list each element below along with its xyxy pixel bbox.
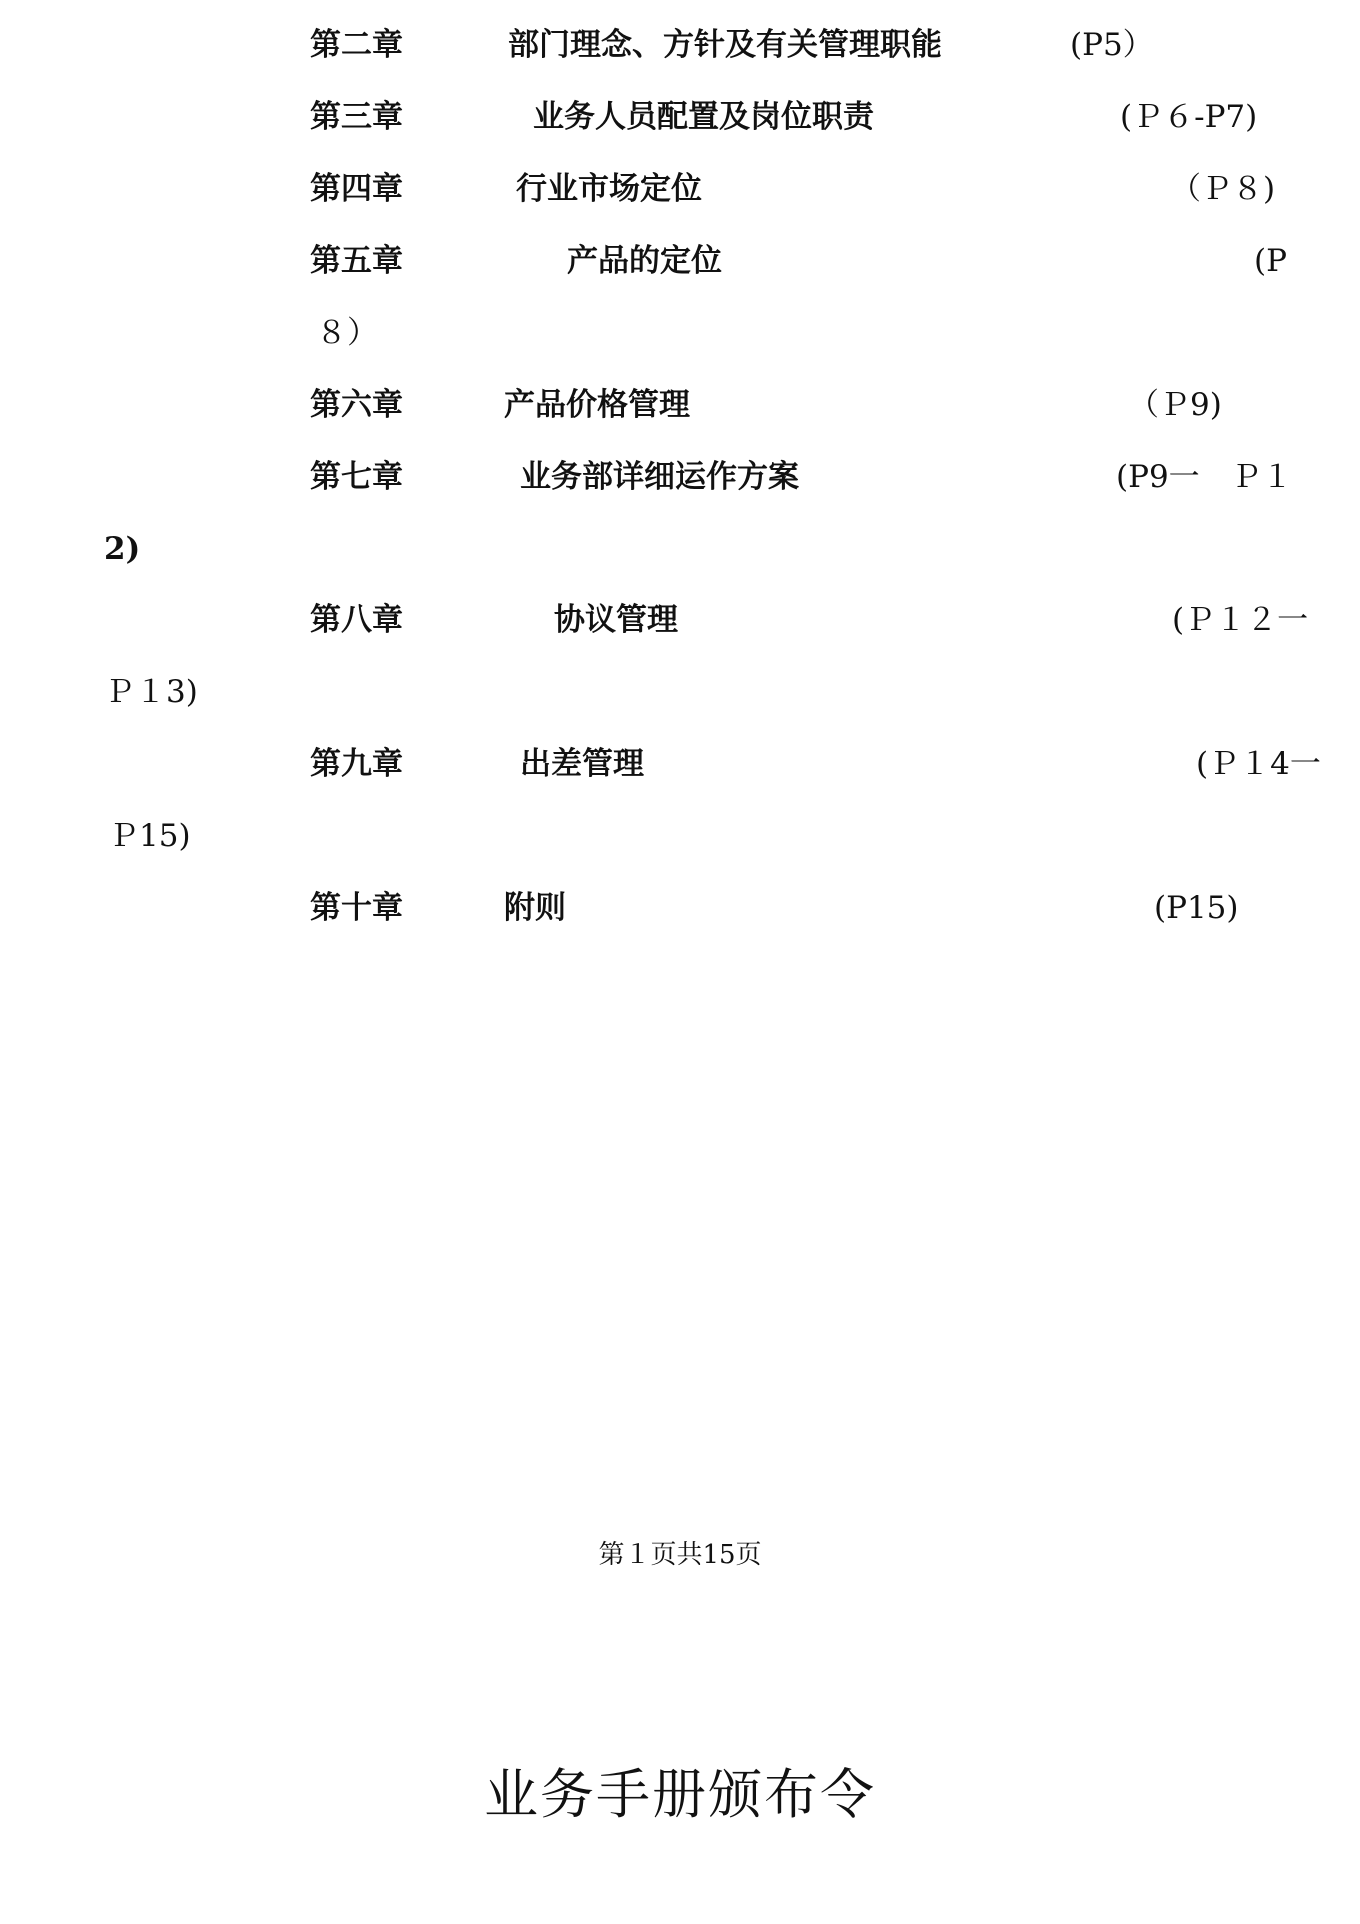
toc-page-9-continued: Ｐ15) xyxy=(108,818,191,854)
toc-chapter-7: 第七章 xyxy=(310,459,403,495)
toc-chapter-5: 第五章 xyxy=(310,243,403,279)
toc-chapter-9: 第九章 xyxy=(310,746,403,782)
toc-page-6: （Ｐ9) xyxy=(1128,387,1222,423)
toc-page-9: (Ｐ１4一 xyxy=(1196,746,1321,782)
toc-title-4: 行业市场定位 xyxy=(516,171,702,207)
toc-chapter-10: 第十章 xyxy=(310,890,403,926)
toc-page-5-continued: ８） xyxy=(316,315,378,351)
toc-page-5: (P xyxy=(1254,243,1287,279)
section-title: 业务手册颁布令 xyxy=(484,1763,876,1826)
toc-title-5: 产品的定位 xyxy=(567,243,722,279)
toc-title-10: 附则 xyxy=(504,890,566,926)
toc-page-10: (P15) xyxy=(1154,890,1239,926)
toc-page-4: （Ｐ８) xyxy=(1170,171,1276,207)
toc-title-6: 产品价格管理 xyxy=(504,387,690,423)
toc-chapter-6: 第六章 xyxy=(310,387,403,423)
toc-title-2: 部门理念、方针及有关管理职能 xyxy=(508,27,942,63)
toc-chapter-4: 第四章 xyxy=(310,171,403,207)
toc-title-8: 协议管理 xyxy=(554,602,678,638)
toc-title-3: 业务人员配置及岗位职责 xyxy=(533,99,874,135)
toc-page-7: (P9一 Ｐ１ xyxy=(1116,459,1293,495)
toc-page-3: (Ｐ６-P7) xyxy=(1120,99,1258,135)
page-footer: 第１页共15页 xyxy=(598,1540,762,1570)
toc-title-9: 出差管理 xyxy=(520,746,644,782)
toc-title-7: 业务部详细运作方案 xyxy=(520,459,799,495)
toc-page-2: (P5） xyxy=(1070,27,1154,63)
toc-page-8-continued: Ｐ１3) xyxy=(104,674,198,710)
toc-chapter-8: 第八章 xyxy=(310,602,403,638)
toc-page-7-continued: 2) xyxy=(104,531,141,567)
toc-chapter-3: 第三章 xyxy=(310,99,403,135)
toc-page-8: (Ｐ１２一 xyxy=(1172,602,1309,638)
toc-chapter-2: 第二章 xyxy=(310,27,403,63)
